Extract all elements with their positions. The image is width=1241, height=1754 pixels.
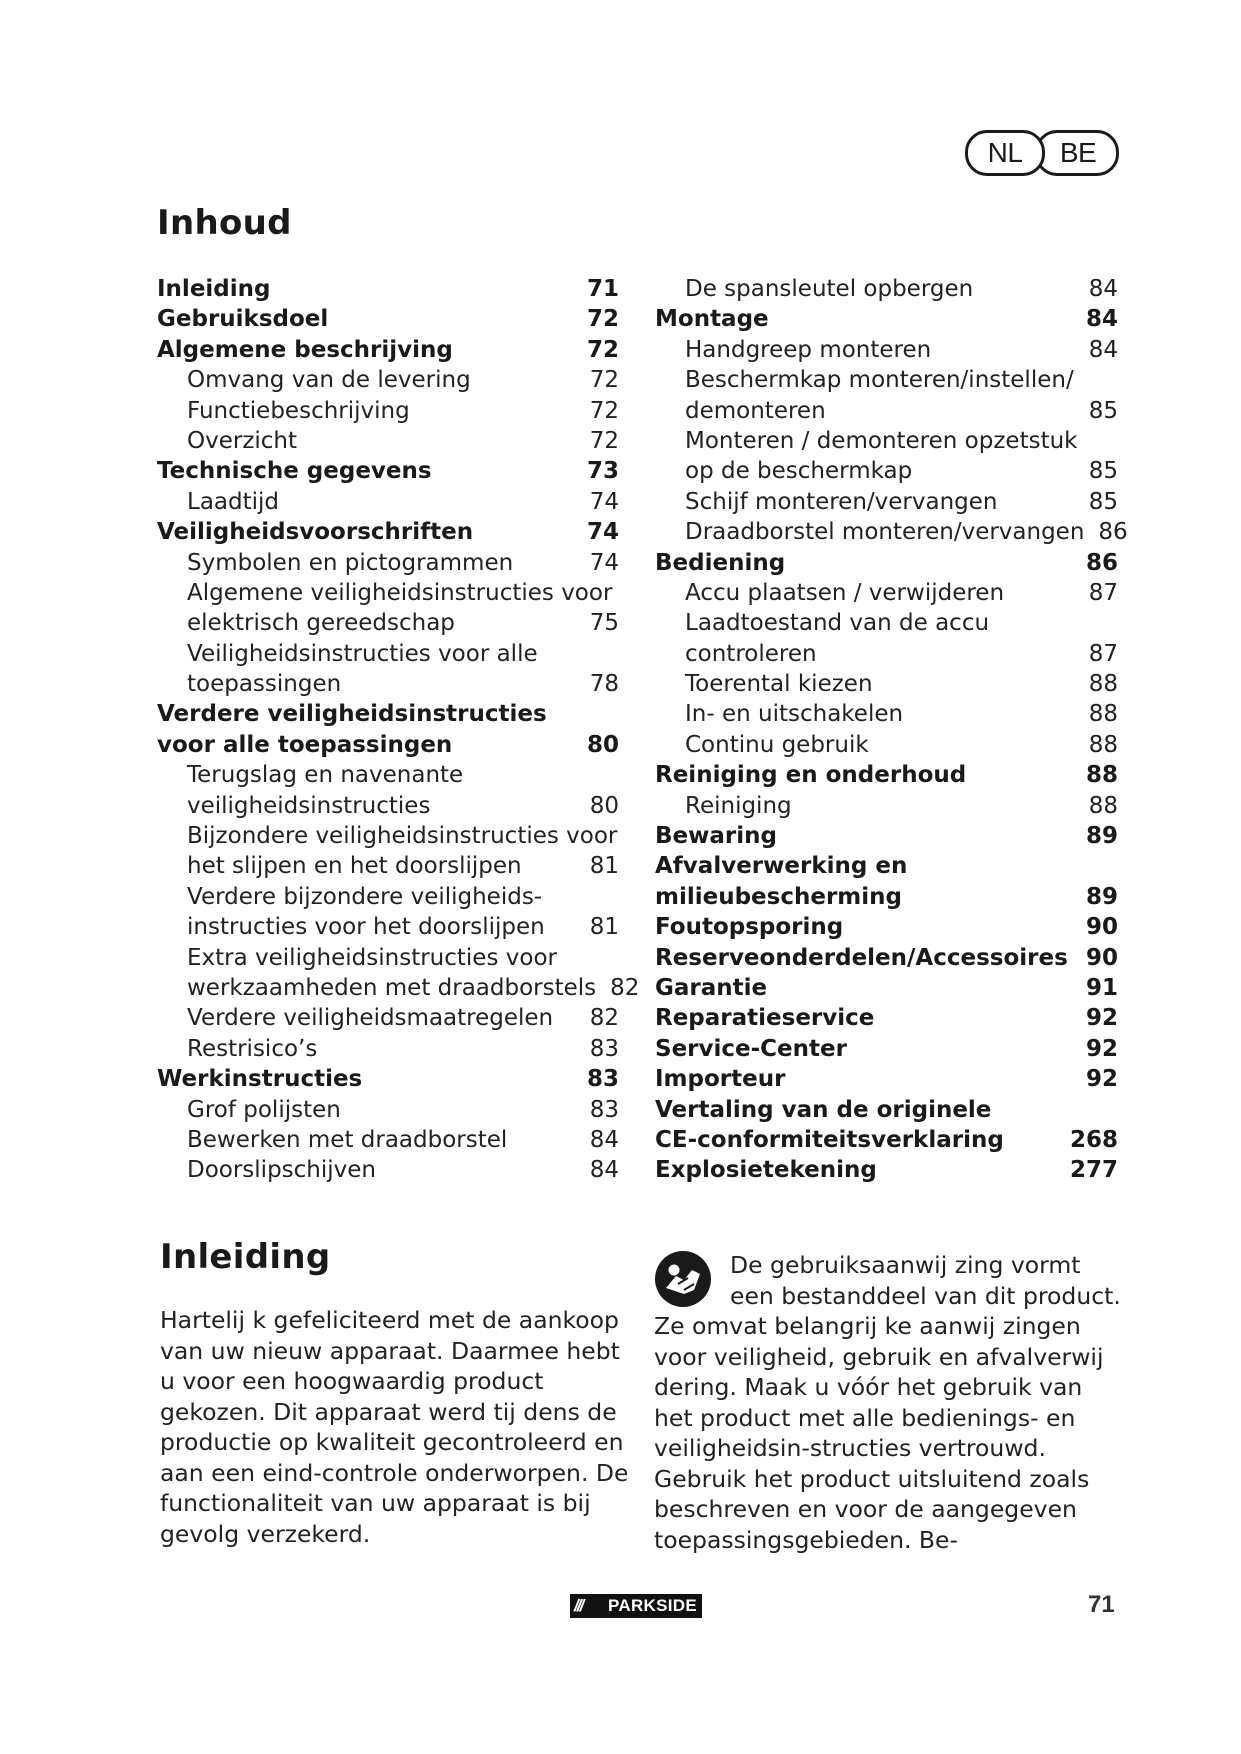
toc-entry-title: werkzaamheden met draadborstels <box>187 974 597 1001</box>
toc-entry <box>655 1034 1118 1064</box>
toc-entry-page: 85 <box>1088 488 1118 515</box>
toc-entry-title: Service-Center <box>655 1035 847 1062</box>
toc-entry-page: 83 <box>589 1096 619 1123</box>
toc-entry <box>655 1095 1118 1125</box>
toc-entry-title: Extra veiligheidsinstructies voor <box>187 944 557 971</box>
toc-entry-page: 74 <box>586 519 619 546</box>
toc-entry-title: Reparatieservice <box>655 1005 875 1032</box>
toc-entry-page: 83 <box>586 1066 619 1093</box>
toc-entry <box>655 426 1118 456</box>
toc-entry-title: Veiligheidsinstructies voor alle <box>187 640 538 667</box>
toc-entry <box>655 578 1118 608</box>
toc-entry-page: 81 <box>589 853 619 880</box>
toc-entry <box>655 669 1118 699</box>
toc-entry <box>157 699 619 729</box>
toc-entry-title: Algemene veiligheidsinstructies voor <box>187 579 613 606</box>
toc-entry-title: het slijpen en het doorslijpen <box>187 853 522 880</box>
toc-entry-page: 84 <box>589 1126 619 1153</box>
toc-entry-title: Algemene beschrijving <box>157 336 453 363</box>
toc-entry <box>157 426 619 456</box>
toc-entry <box>157 639 619 669</box>
toc-entry <box>157 1095 619 1125</box>
toc-entry <box>655 1125 1118 1155</box>
toc-entry-title: Handgreep monteren <box>685 336 932 363</box>
toc-right-column <box>655 274 1128 1186</box>
toc-entry-title: op de beschermkap <box>685 458 913 485</box>
toc-entry-title: Symbolen en pictogrammen <box>187 549 514 576</box>
toc-entry <box>655 912 1118 942</box>
toc-entry-title: Monteren / demonteren opzetstuk <box>685 427 1078 454</box>
toc-entry-title: CE-conformiteitsverklaring <box>655 1126 1004 1153</box>
toc-entry-title: Grof polijsten <box>187 1096 341 1123</box>
toc-entry-title: Importeur <box>655 1066 786 1093</box>
read-manual-icon <box>654 1250 712 1308</box>
country-badges <box>965 130 1125 174</box>
toc-entry <box>655 335 1118 365</box>
toc-entry <box>157 1003 619 1033</box>
toc-entry-title: Verdere bijzondere veiligheids- <box>187 883 543 910</box>
country-badge-be: BE <box>1035 130 1119 176</box>
logo-brand: PARKSIDE <box>608 1596 697 1615</box>
toc-entry-title: Functiebeschrijving <box>187 397 410 424</box>
toc-entry-title: Verdere veiligheidsmaatregelen <box>187 1005 554 1032</box>
toc-entry <box>655 791 1118 821</box>
toc-entry-page: 85 <box>1088 458 1118 485</box>
toc-entry <box>655 456 1118 486</box>
toc-entry <box>655 730 1118 760</box>
toc-entry-title: Terugslag en navenante <box>187 762 464 789</box>
toc-entry <box>157 578 619 608</box>
toc-entry-title: Beschermkap monteren/instellen/ <box>685 367 1074 394</box>
toc-entry <box>655 882 1118 912</box>
toc-entry-title: De spansleutel opbergen <box>685 276 974 302</box>
toc-entry <box>157 669 619 699</box>
toc-entry-title: Foutopsporing <box>655 914 844 941</box>
toc-entry-title: Gebruiksdoel <box>157 306 329 333</box>
toc-entry <box>655 608 1118 638</box>
toc-entry <box>655 548 1118 578</box>
toc-entry-page: 92 <box>1085 1066 1118 1093</box>
toc-entry-title: Schijf monteren/vervangen <box>685 488 998 515</box>
toc-entry-title: Laadtijd <box>187 488 279 515</box>
toc-entry-title: Afvalverwerking en <box>655 853 908 880</box>
toc-entry-page: 72 <box>589 427 619 454</box>
toc-entry-page: 82 <box>610 974 640 1001</box>
toc-entry-title: Accu plaatsen / verwijderen <box>685 579 1005 606</box>
toc-entry <box>655 1064 1118 1094</box>
toc-entry-page: 82 <box>589 1005 619 1032</box>
intro-paragraph-right <box>654 1250 1124 1555</box>
toc-entry-page: 84 <box>1088 336 1118 363</box>
toc-entry-title: veiligheidsinstructies <box>187 792 431 819</box>
toc-entry-title: Explosietekening <box>655 1157 877 1184</box>
toc-entry-page: 73 <box>586 458 619 485</box>
parkside-logo <box>570 1594 702 1618</box>
toc-entry-page: 72 <box>589 367 619 394</box>
toc-entry-page: 72 <box>586 306 619 333</box>
toc-entry-page: 92 <box>1085 1005 1118 1032</box>
toc-entry <box>157 304 619 334</box>
toc-entry-page: 85 <box>1088 397 1118 424</box>
toc-entry-page: 277 <box>1069 1157 1118 1184</box>
toc-entry-title: Continu gebruik <box>685 731 869 758</box>
toc-left-column <box>157 274 640 1186</box>
toc-entry-title: Inleiding <box>157 276 271 302</box>
toc-entry-title: Restrisico’s <box>187 1035 318 1062</box>
toc-entry-title: Bewerken met draadborstel <box>187 1126 508 1153</box>
country-badge-nl: NL <box>965 130 1045 176</box>
toc-entry <box>655 304 1118 334</box>
toc-entry-page: 83 <box>589 1035 619 1062</box>
toc-entry <box>157 730 619 760</box>
toc-entry <box>157 760 619 790</box>
toc-entry <box>157 548 619 578</box>
toc-entry-page: 71 <box>586 276 619 302</box>
toc-entry-title: Werkinstructies <box>157 1066 363 1093</box>
toc-entry <box>157 396 619 426</box>
toc-entry <box>655 699 1118 729</box>
toc-entry-page: 87 <box>1088 579 1118 606</box>
toc-entry <box>655 760 1118 790</box>
toc-entry-page: 87 <box>1088 640 1118 667</box>
toc-entry-title: Vertaling van de originele <box>655 1096 992 1123</box>
toc-entry-page: 89 <box>1085 823 1118 850</box>
toc-entry-page: 88 <box>1088 792 1118 819</box>
logo-slashes: /// <box>574 1596 583 1615</box>
toc-entry-page: 84 <box>1088 276 1118 302</box>
toc-entry <box>157 608 619 638</box>
toc-entry-page: 90 <box>1085 914 1118 941</box>
toc-entry <box>157 335 619 365</box>
toc-entry-page: 84 <box>1085 306 1118 333</box>
toc-entry-page: 86 <box>1098 519 1128 546</box>
toc-entry-title: toepassingen <box>187 671 342 698</box>
toc-entry-title: controleren <box>685 640 817 667</box>
toc-entry-title: Montage <box>655 306 769 333</box>
toc-entry <box>157 1034 619 1064</box>
toc-entry <box>655 1155 1118 1185</box>
toc-entry-page: 89 <box>1085 883 1118 910</box>
toc-entry-title: Draadborstel monteren/vervangen <box>685 519 1085 546</box>
toc-entry <box>157 821 619 851</box>
toc-entry-title: Verdere veiligheidsinstructies <box>157 701 547 728</box>
toc-entry <box>157 882 619 912</box>
toc-entry-page: 74 <box>589 549 619 576</box>
toc-entry <box>655 517 1128 547</box>
toc-entry <box>655 1003 1118 1033</box>
toc-entry <box>157 365 619 395</box>
toc-entry-page: 268 <box>1069 1126 1118 1153</box>
toc-entry <box>157 791 619 821</box>
toc-entry <box>157 1155 619 1185</box>
toc-entry-title: Bijzondere veiligheidsinstructies voor <box>187 823 618 850</box>
toc-entry-page: 80 <box>589 792 619 819</box>
toc-entry-title: Veiligheidsvoorschriften <box>157 519 474 546</box>
toc-entry <box>655 851 1118 881</box>
toc-entry-page: 86 <box>1085 549 1118 576</box>
toc-entry-title: demonteren <box>685 397 826 424</box>
toc-entry-page: 75 <box>589 610 619 637</box>
toc-entry-page: 90 <box>1085 944 1118 971</box>
toc-entry-page: 80 <box>586 731 619 758</box>
toc-entry <box>157 1125 619 1155</box>
toc-entry-title: Laadtoestand van de accu <box>685 610 990 637</box>
intro-paragraph-left: Hartelij k gefeliciteerd met de aankoop van uw nieuw apparaat. Daarmee hebt u voor een hoogwaardig product gekozen. Dit apparaat werd tij dens de productie op kwaliteit gecontroleerd en aan een eind-controle onderworpen. De functionaliteit van uw apparaat is bij gevolg verzekerd. <box>160 1306 629 1548</box>
toc-entry-title: voor alle toepassingen <box>157 731 453 758</box>
toc-entry-page: 74 <box>589 488 619 515</box>
toc-entry-title: milieubescherming <box>655 883 902 910</box>
toc-entry <box>157 943 619 973</box>
toc-entry-title: Bediening <box>655 549 786 576</box>
toc-entry-title: In- en uitschakelen <box>685 701 904 728</box>
toc-entry-page: 91 <box>1085 974 1118 1001</box>
toc-entry <box>655 639 1118 669</box>
toc-entry-title: Reserveonderdelen/Accessoires <box>655 944 1068 971</box>
toc-entry-title: Overzicht <box>187 427 298 454</box>
toc-entry-page: 84 <box>589 1157 619 1184</box>
toc-entry-title: elektrisch gereedschap <box>187 610 455 637</box>
toc-entry <box>157 456 619 486</box>
toc-entry-title: Reiniging en onderhoud <box>655 762 967 789</box>
toc-entry <box>655 487 1118 517</box>
toc-entry <box>157 973 640 1003</box>
toc-entry-page: 72 <box>589 397 619 424</box>
toc-entry-title: Toerental kiezen <box>685 671 873 698</box>
toc-entry <box>655 973 1118 1003</box>
toc-entry-page: 88 <box>1088 671 1118 698</box>
toc-entry-title: instructies voor het doorslijpen <box>187 914 545 941</box>
toc-entry-page: 81 <box>589 914 619 941</box>
toc-entry-page: 92 <box>1085 1035 1118 1062</box>
toc-entry-page: 72 <box>586 336 619 363</box>
toc-entry <box>157 1064 619 1094</box>
toc-entry-page: 78 <box>589 671 619 698</box>
toc-entry <box>655 274 1118 304</box>
toc-entry <box>157 517 619 547</box>
toc-entry <box>655 396 1118 426</box>
toc-entry-title: Omvang van de levering <box>187 367 471 394</box>
toc-entry-title: Doorslipschijven <box>187 1157 376 1184</box>
toc-entry-title: Bewaring <box>655 823 777 850</box>
intro-right-text: De gebruiksaanwij zing vormt een bestanddeel van dit product. Ze omvat belangrij ke aanwij zingen voor veiligheid, gebruik en afvalverwij dering. Maak u vóór het gebruik van het product met alle bedienings- en veiligheidsin-structies vertrouwd. Gebruik het product uitsluitend zoals beschreven en voor de aangegeven toepassingsgebieden. Be- <box>654 1251 1121 1554</box>
toc-entry-page: 88 <box>1085 762 1118 789</box>
toc-entry-title: Reiniging <box>685 792 792 819</box>
toc-entry <box>655 943 1118 973</box>
intro-heading: Inleiding <box>160 1237 331 1277</box>
toc-entry-title: Technische gegevens <box>157 458 432 485</box>
toc-entry <box>157 487 619 517</box>
page-number: 71 <box>1088 1591 1115 1618</box>
toc-entry <box>157 274 619 304</box>
toc-entry-page: 88 <box>1088 731 1118 758</box>
toc-entry <box>655 365 1118 395</box>
toc-entry-title: Garantie <box>655 974 768 1001</box>
toc-heading: Inhoud <box>157 203 292 243</box>
toc-entry <box>157 851 619 881</box>
toc-entry <box>157 912 619 942</box>
toc-entry <box>655 821 1118 851</box>
toc-entry-page: 88 <box>1088 701 1118 728</box>
